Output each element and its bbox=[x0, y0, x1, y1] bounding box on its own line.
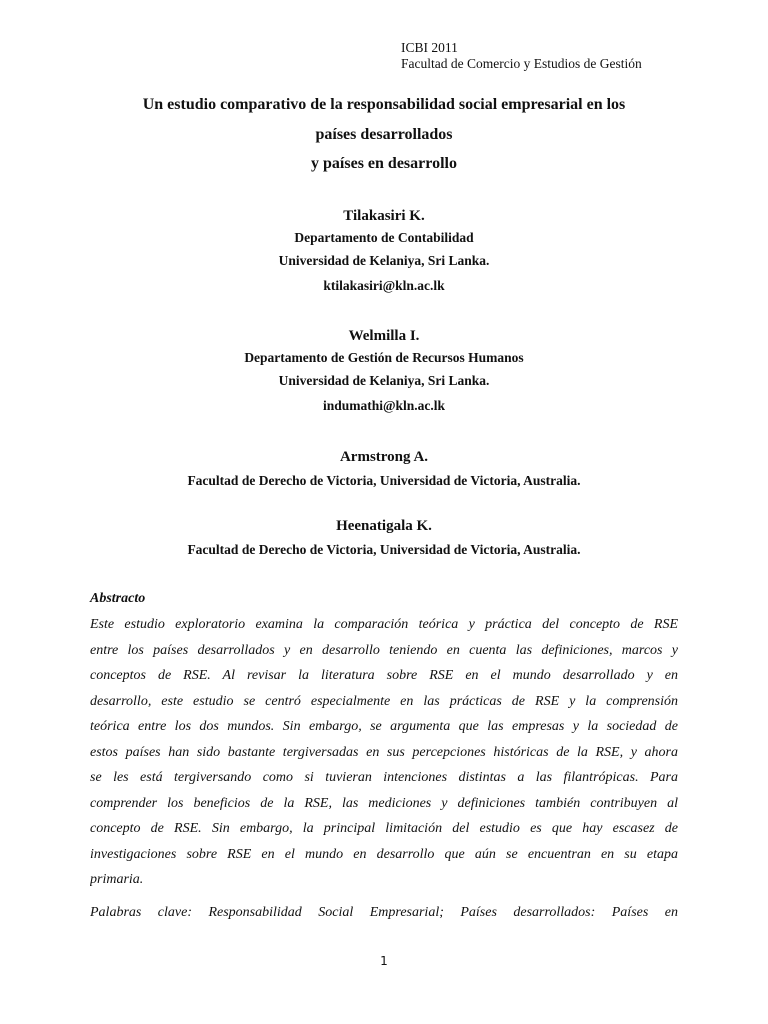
title-line-3: y países en desarrollo bbox=[311, 155, 457, 172]
abstract-line: conceptos de RSE. Al revisar la literatura sobre RSE en el mundo desarrollado y en bbox=[90, 668, 678, 683]
author-affiliation: Facultad de Derecho de Victoria, Universidad de Victoria, Australia. bbox=[187, 473, 581, 488]
abstract-line: primaria. bbox=[90, 872, 144, 887]
abstract-line: concepto de RSE. Sin embargo, la principal limitación del estudio es que hay escasez de bbox=[90, 821, 678, 836]
faculty-name: Facultad de Comercio y Estudios de Gestión bbox=[401, 56, 642, 71]
abstract-line: estos países han sido bastante tergiversadas en sus percepciones históricas de la RSE, y ahora bbox=[90, 744, 678, 760]
author-name: Tilakasiri K. bbox=[343, 208, 425, 224]
author-department: Departamento de Gestión de Recursos Humanos bbox=[244, 350, 524, 365]
page-number: 1 bbox=[380, 954, 388, 968]
abstract-line: investigaciones sobre RSE en el mundo en desarrollo que aún se encuentran en su etapa bbox=[90, 846, 678, 862]
abstract-line: desarrollo, este estudio se centró especialmente en las prácticas de RSE y la comprensión bbox=[90, 693, 678, 709]
abstract-line: entre los países desarrollados y en desarrollo teniendo en cuenta las definiciones, marcos y bbox=[90, 642, 678, 658]
author-name: Armstrong A. bbox=[339, 449, 429, 465]
author-block-4 bbox=[90, 515, 678, 562]
author-block-2 bbox=[90, 325, 678, 420]
author-email: indumathi@kln.ac.lk bbox=[322, 398, 446, 413]
author-email: ktilakasiri@kln.ac.lk bbox=[323, 278, 445, 293]
abstract-line: se les está tergiversando como si tuvieran intenciones distintas a las filantrópicas. Para bbox=[90, 770, 678, 785]
abstract-heading: Abstracto bbox=[90, 591, 146, 606]
author-block-3 bbox=[90, 446, 678, 493]
keywords-line: Palabras clave: Responsabilidad Social Empresarial; Países desarrollados: Países en bbox=[90, 905, 678, 920]
author-name: Welmilla I. bbox=[348, 328, 420, 344]
author-university: Universidad de Kelaniya, Sri Lanka. bbox=[278, 372, 490, 388]
keywords bbox=[90, 900, 678, 926]
conference-name: ICBI 2011 bbox=[401, 40, 458, 55]
abstract-line: comprender los beneficios de la RSE, las mediciones y definiciones también contribuyen al bbox=[90, 795, 678, 811]
author-affiliation: Facultad de Derecho de Victoria, Universidad de Victoria, Australia. bbox=[187, 542, 581, 557]
abstract-text bbox=[90, 612, 678, 893]
author-block-1 bbox=[90, 205, 678, 300]
title-line-1: Un estudio comparativo de la responsabilidad social empresarial en los bbox=[142, 96, 626, 113]
author-university: Universidad de Kelaniya, Sri Lanka. bbox=[278, 252, 490, 268]
author-name: Heenatigala K. bbox=[336, 518, 432, 534]
abstract-line: Este estudio exploratorio examina la comparación teórica y práctica del concepto de RSE bbox=[90, 617, 678, 632]
title-line-2: países desarrollados bbox=[315, 125, 453, 143]
abstract-line: teórica entre los dos mundos. Sin embargo, se argumenta que las empresas y la sociedad de bbox=[90, 719, 678, 734]
paper-title bbox=[90, 90, 678, 179]
author-department: Departamento de Contabilidad bbox=[294, 230, 474, 245]
conference-header bbox=[401, 40, 642, 72]
